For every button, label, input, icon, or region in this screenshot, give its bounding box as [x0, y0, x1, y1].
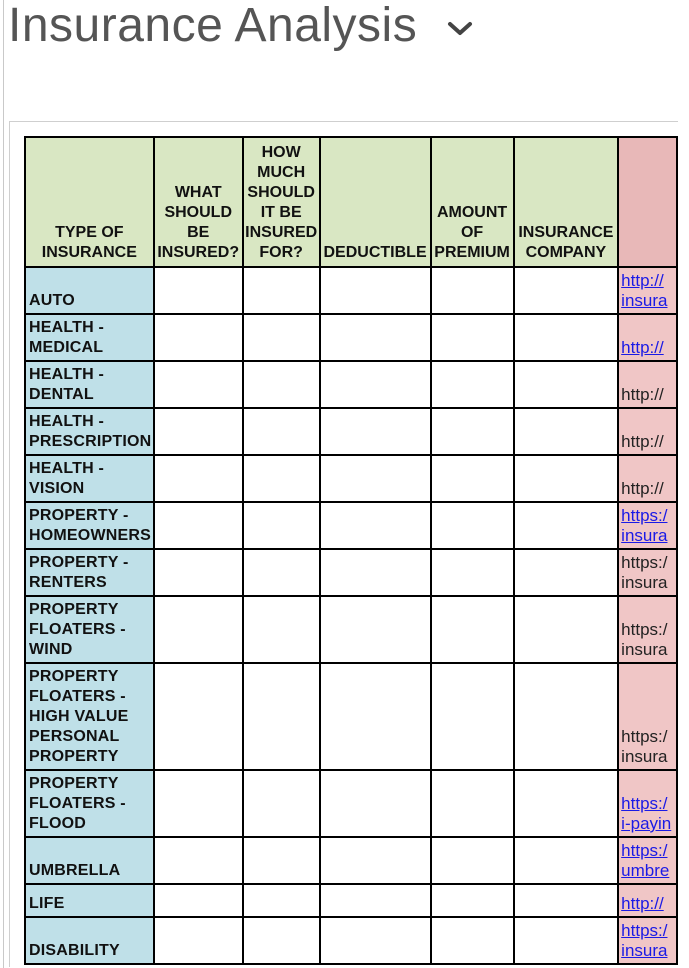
resource-link-cell: [618, 549, 677, 596]
premium-cell[interactable]: [431, 267, 514, 314]
premium-cell[interactable]: [431, 455, 514, 502]
insurance-type-cell: HEALTH - VISION: [25, 455, 154, 502]
what-cell[interactable]: [154, 884, 243, 917]
deductible-cell[interactable]: [320, 917, 431, 964]
resource-link-cell: [618, 361, 677, 408]
resource-link[interactable]: https:/: [621, 794, 668, 813]
header-deductible: DEDUCTIBLE: [320, 137, 431, 267]
deductible-cell[interactable]: [320, 837, 431, 884]
deductible-cell[interactable]: [320, 361, 431, 408]
page-title: Insurance Analysis: [8, 0, 418, 52]
resource-url-text: insura: [621, 573, 668, 592]
table-row: [25, 408, 677, 455]
how-much-cell[interactable]: [243, 917, 320, 964]
header-how-much-insured: HOW MUCH SHOULD IT BE INSURED FOR?: [243, 137, 320, 267]
insurance-type-cell: HEALTH - DENTAL: [25, 361, 154, 408]
insurance-type-cell: PROPERTY FLOATERS - WIND: [25, 596, 154, 663]
premium-cell[interactable]: [431, 837, 514, 884]
how-much-cell[interactable]: [243, 770, 320, 837]
resource-link[interactable]: https:/: [621, 841, 668, 860]
what-cell[interactable]: [154, 663, 243, 770]
premium-cell[interactable]: [431, 361, 514, 408]
deductible-cell[interactable]: [320, 549, 431, 596]
company-cell[interactable]: [514, 267, 619, 314]
deductible-cell[interactable]: [320, 408, 431, 455]
insurance-type-cell: UMBRELLA: [25, 837, 154, 884]
insurance-type-cell: PROPERTY - HOMEOWNERS: [25, 502, 154, 549]
insurance-type-cell: DISABILITY: [25, 917, 154, 964]
premium-cell[interactable]: [431, 408, 514, 455]
what-cell[interactable]: [154, 837, 243, 884]
resource-link-cell: [618, 837, 677, 884]
resource-link[interactable]: insura: [621, 291, 668, 310]
insurance-type-cell: PROPERTY FLOATERS - HIGH VALUE PERSONAL PROPERTY: [25, 663, 154, 770]
how-much-cell[interactable]: [243, 361, 320, 408]
resource-link-cell: [618, 663, 677, 770]
resource-link-cell: [618, 502, 677, 549]
how-much-cell[interactable]: [243, 455, 320, 502]
left-border: [3, 0, 4, 968]
resource-link[interactable]: insura: [621, 526, 668, 545]
table-row: [25, 455, 677, 502]
how-much-cell[interactable]: [243, 314, 320, 361]
deductible-cell[interactable]: [320, 455, 431, 502]
resource-url-text: https:/: [621, 727, 668, 746]
what-cell[interactable]: [154, 314, 243, 361]
chevron-down-icon[interactable]: [447, 18, 473, 38]
resource-link[interactable]: https:/: [621, 921, 668, 940]
company-cell[interactable]: [514, 549, 619, 596]
resource-link[interactable]: https:/: [621, 506, 668, 525]
resource-link[interactable]: http://: [621, 271, 664, 290]
premium-cell[interactable]: [431, 884, 514, 917]
table-row: [25, 770, 677, 837]
deductible-cell[interactable]: [320, 770, 431, 837]
what-cell[interactable]: [154, 549, 243, 596]
how-much-cell[interactable]: [243, 549, 320, 596]
deductible-cell[interactable]: [320, 267, 431, 314]
resource-url-text: http://: [621, 479, 664, 498]
resource-link-cell: [618, 770, 677, 837]
resource-link[interactable]: insura: [621, 941, 668, 960]
company-cell[interactable]: [514, 596, 619, 663]
what-cell[interactable]: [154, 596, 243, 663]
deductible-cell[interactable]: [320, 884, 431, 917]
resource-link-cell: [618, 408, 677, 455]
premium-cell[interactable]: [431, 314, 514, 361]
resource-link[interactable]: umbre: [621, 861, 670, 880]
resource-link[interactable]: http://: [621, 338, 664, 357]
how-much-cell[interactable]: [243, 837, 320, 884]
insurance-type-cell: HEALTH - MEDICAL: [25, 314, 154, 361]
header-insurance-company: INSURANCE COMPANY: [514, 137, 619, 267]
resource-url-text: http://: [621, 432, 664, 451]
header-what-should-be-insured: WHAT SHOULD BE INSURED?: [154, 137, 243, 267]
how-much-cell[interactable]: [243, 596, 320, 663]
how-much-cell[interactable]: [243, 884, 320, 917]
company-cell[interactable]: [514, 314, 619, 361]
resource-link-cell: [618, 884, 677, 917]
premium-cell[interactable]: [431, 549, 514, 596]
header-link: [618, 137, 677, 267]
resource-url-text: http://: [621, 385, 664, 404]
header-row: [25, 137, 677, 267]
what-cell[interactable]: [154, 502, 243, 549]
company-cell[interactable]: [514, 663, 619, 770]
table-row: [25, 267, 677, 314]
resource-link-cell: [618, 596, 677, 663]
table-row: [25, 663, 677, 770]
insurance-type-cell: HEALTH - PRESCRIPTION: [25, 408, 154, 455]
deductible-cell[interactable]: [320, 314, 431, 361]
premium-cell[interactable]: [431, 596, 514, 663]
what-cell[interactable]: [154, 917, 243, 964]
company-cell[interactable]: [514, 502, 619, 549]
insurance-type-cell: PROPERTY - RENTERS: [25, 549, 154, 596]
how-much-cell[interactable]: [243, 502, 320, 549]
table-row: [25, 917, 677, 964]
deductible-cell[interactable]: [320, 663, 431, 770]
deductible-cell[interactable]: [320, 596, 431, 663]
resource-link-cell: [618, 314, 677, 361]
table-row: [25, 502, 677, 549]
how-much-cell[interactable]: [243, 408, 320, 455]
resource-link[interactable]: i-payin: [621, 814, 672, 833]
company-cell[interactable]: [514, 408, 619, 455]
header-type-of-insurance: TYPE OF INSURANCE: [25, 137, 154, 267]
what-cell[interactable]: [154, 455, 243, 502]
resource-url-text: https:/: [621, 553, 668, 572]
page-header: [8, 0, 473, 56]
premium-cell[interactable]: [431, 502, 514, 549]
what-cell[interactable]: [154, 408, 243, 455]
how-much-cell[interactable]: [243, 267, 320, 314]
resource-url-text: insura: [621, 747, 668, 766]
resource-link-cell: [618, 267, 677, 314]
what-cell[interactable]: [154, 770, 243, 837]
table-row: [25, 596, 677, 663]
resource-link[interactable]: http://: [621, 894, 664, 913]
company-cell[interactable]: [514, 770, 619, 837]
table-row: [25, 549, 677, 596]
resource-link-cell: [618, 455, 677, 502]
resource-url-text: insura: [621, 640, 668, 659]
resource-link-cell: [618, 917, 677, 964]
what-cell[interactable]: [154, 267, 243, 314]
premium-cell[interactable]: [431, 770, 514, 837]
what-cell[interactable]: [154, 361, 243, 408]
insurance-type-cell: AUTO: [25, 267, 154, 314]
insurance-type-cell: PROPERTY FLOATERS - FLOOD: [25, 770, 154, 837]
deductible-cell[interactable]: [320, 502, 431, 549]
insurance-type-cell: LIFE: [25, 884, 154, 917]
company-cell[interactable]: [514, 361, 619, 408]
company-cell[interactable]: [514, 917, 619, 964]
table-row: [25, 361, 677, 408]
company-cell[interactable]: [514, 884, 619, 917]
how-much-cell[interactable]: [243, 663, 320, 770]
table-body: [25, 267, 677, 964]
insurance-table: [24, 136, 678, 965]
premium-cell[interactable]: [431, 663, 514, 770]
table-row: [25, 314, 677, 361]
table-frame: [9, 121, 678, 967]
company-cell[interactable]: [514, 837, 619, 884]
table-row: [25, 884, 677, 917]
table-row: [25, 837, 677, 884]
resource-url-text: https:/: [621, 620, 668, 639]
company-cell[interactable]: [514, 455, 619, 502]
premium-cell[interactable]: [431, 917, 514, 964]
header-amount-of-premium: AMOUNT OF PREMIUM: [431, 137, 514, 267]
